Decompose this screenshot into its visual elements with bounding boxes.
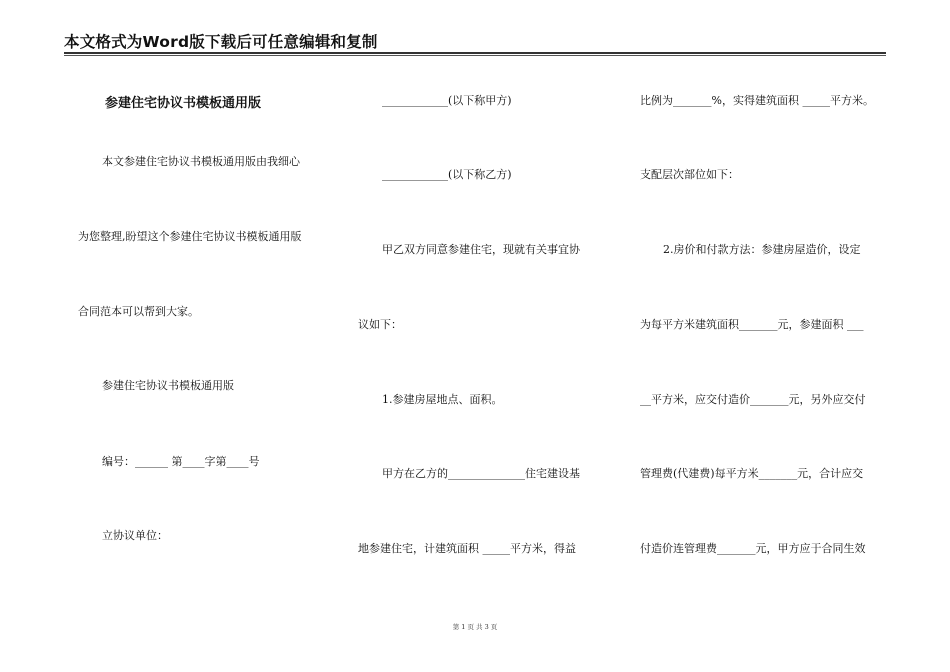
col1-line-3: 合同范本可以帮到大家。 <box>78 305 199 318</box>
col2-line-4: 议如下： <box>358 318 402 331</box>
col3-line-7: 付造价连管理费_______元，甲方应于合同生效 <box>640 542 866 555</box>
col2-line-6: 甲方在乙方的______________住宅建设基 <box>382 467 580 480</box>
col2-line-1: ____________(以下称甲方) <box>382 94 512 107</box>
document-title: 参建住宅协议书模板通用版 <box>105 96 262 111</box>
col3-line-5: __平方米，应交付造价_______元，另外应交付 <box>640 393 866 406</box>
col3-line-3: 2.房价和付款方法：参建房屋造价，设定 <box>663 243 861 256</box>
col1-line-2: 为您整理,盼望这个参建住宅协议书模板通用版 <box>78 230 302 243</box>
col1-line-1: 本文参建住宅协议书模板通用版由我细心 <box>102 155 300 168</box>
page-number: 第 1 页 共 3 页 <box>452 623 498 631</box>
col3-line-2: 支配层次部位如下： <box>640 168 739 181</box>
header-rule-thick <box>64 52 886 54</box>
col3-line-6: 管理费(代建费)每平方米_______元，合计应交 <box>640 467 864 480</box>
col2-line-5: 1.参建房屋地点、面积。 <box>382 393 503 406</box>
col2-line-3: 甲乙双方同意参建住宅，现就有关事宜协 <box>382 243 580 256</box>
col1-line-4: 参建住宅协议书模板通用版 <box>102 379 234 392</box>
col3-line-4: 为每平方米建筑面积_______元，参建面积 ___ <box>640 318 864 331</box>
col1-line-5: 编号：______ 第____字第____号 <box>102 455 260 468</box>
col2-line-7: 地参建住宅，计建筑面积 _____平方米，得益 <box>358 542 576 555</box>
header-rule-thin <box>64 55 886 56</box>
col1-line-6: 立协议单位： <box>102 529 168 542</box>
col3-line-1: 比例为_______%，实得建筑面积 _____平方米。 <box>640 94 874 107</box>
col2-line-2: ____________(以下称乙方) <box>382 168 512 181</box>
document-banner: 本文格式为Word版下载后可任意编辑和复制 <box>64 33 378 51</box>
